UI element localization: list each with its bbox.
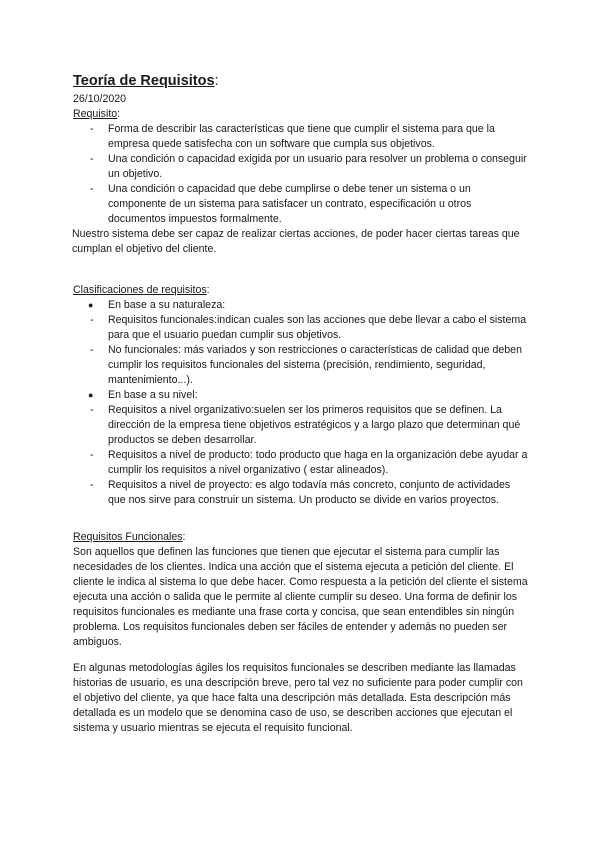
list-item xyxy=(73,298,528,313)
dash-bullet: - xyxy=(90,123,94,135)
requisito-list-block xyxy=(73,122,528,257)
requisito-list xyxy=(73,122,528,227)
dash-bullet: - xyxy=(90,183,94,195)
requisito-heading-text: Requisito xyxy=(73,108,118,120)
funcionales-heading xyxy=(73,530,528,545)
dash-bullet: - xyxy=(90,344,94,356)
list-item xyxy=(73,182,528,227)
clasificaciones-list-block xyxy=(73,298,528,508)
dash-bullet: - xyxy=(90,153,94,165)
list-item-text: Requisitos a nivel de producto: todo producto que haga en la organización debe ayudar a cumplir los requisitos a nivel organizativo ( estar alineados). xyxy=(108,449,528,476)
list-item xyxy=(73,478,528,508)
clasificaciones-heading-text: Clasificaciones de requisitos xyxy=(73,284,207,296)
funcionales-paragraph-2: En algunas metodologías ágiles los requisitos funcionales se describen mediante las llamadas historias de usuario, es una descripción breve, pero tal vez no suficiente para poder cumplir con el objetivo del cliente, ya que hace falta una descripción más detallada. Esta descripción más detallada es un modelo que se denomina caso de uso, se describen acciones que ejecutan el sistema y usuario mientras se ejecuta el requisito funcional. xyxy=(73,662,523,734)
clasificaciones-heading-colon: : xyxy=(206,284,210,296)
list-item-text: No funcionales: más variados y son restricciones o características de calidad que deben cumplir los requisitos funcionales del sistema (precisión, rendimiento, seguridad, mantenimiento...). xyxy=(108,344,522,386)
page-title xyxy=(73,72,528,90)
clasificaciones-list xyxy=(73,298,528,508)
list-item-text: Una condición o capacidad que debe cumplirse o debe tener un sistema o un componente de un sistema para satisfacer un contrato, especificación u otros documentos impuestos formalmente. xyxy=(108,183,472,225)
dash-bullet: - xyxy=(90,404,94,416)
date: 26/10/2020 xyxy=(73,93,127,105)
list-item xyxy=(73,343,528,388)
list-item xyxy=(73,122,528,152)
requisito-heading xyxy=(73,107,528,122)
round-bullet: ● xyxy=(88,390,94,400)
requisito-heading-colon: : xyxy=(117,108,121,120)
list-item-text: Requisitos a nivel de proyecto: es algo todavía más concreto, conjunto de actividades que nos sirve para construir un sistema. Un producto se divide en varios proyectos. xyxy=(108,479,511,506)
list-item-text: Requisitos funcionales:indican cuales son las acciones que debe llevar a cabo el sistema para que el usuario puedan cumplir sus objetivos. xyxy=(108,314,527,341)
funcionales-heading-colon: : xyxy=(182,531,186,543)
list-item-text: Una condición o capacidad exigida por un usuario para resolver un problema o conseguir un objetivo. xyxy=(108,153,527,180)
funcionales-paragraph-1: Son aquellos que definen las funciones que tienen que ejecutar el sistema para cumplir las necesidades de los clientes. Indica una acción que el sistema ejecuta a petición del cliente. El cliente le indica al sistema lo que debe hacer. Como respuesta a la petición del cliente el sistema ejecuta una acción o salida que le permite al cliente cumplir su deseo. Una forma de definir los requisitos funcionales es mediante una frase corta y concisa, que sean entendibles sin ningún problema. Los requisitos funcionales deben ser fáciles de entender y además no pueden ser ambiguos. xyxy=(73,546,528,648)
dash-bullet: - xyxy=(90,449,94,461)
dash-bullet: - xyxy=(90,479,94,491)
list-item xyxy=(73,152,528,182)
funcionales-body-2 xyxy=(73,661,528,736)
funcionales-heading-text: Requisitos Funcionales xyxy=(73,531,183,543)
round-bullet: ● xyxy=(88,300,94,310)
dash-bullet: - xyxy=(90,314,94,326)
list-item-text: Forma de describir las características que tiene que cumplir el sistema para que la empresa quede satisfecha con un software que cumpla sus objetivos. xyxy=(108,123,495,150)
requisito-paragraph: Nuestro sistema debe ser capaz de realizar ciertas acciones, de poder hacer ciertas tareas que cumplan el objetivo del cliente. xyxy=(72,228,520,255)
title-text: Teoría de Requisitos xyxy=(73,73,215,89)
list-item xyxy=(73,313,528,343)
funcionales-body xyxy=(73,545,528,650)
list-item-text: Requisitos a nivel organizativo:suelen ser los primeros requisitos que se definen. La dirección de la empresa tiene objetivos estratégicos y a largo plazo que determinan qué productos se deben desarrollar. xyxy=(108,404,521,446)
list-item xyxy=(73,448,528,478)
list-item-text: En base a su nivel: xyxy=(108,389,198,401)
list-item xyxy=(73,388,528,403)
title-colon: : xyxy=(214,73,219,89)
clasificaciones-heading xyxy=(73,283,528,298)
list-item-text: En base a su naturaleza: xyxy=(108,299,226,311)
list-item xyxy=(73,403,528,448)
